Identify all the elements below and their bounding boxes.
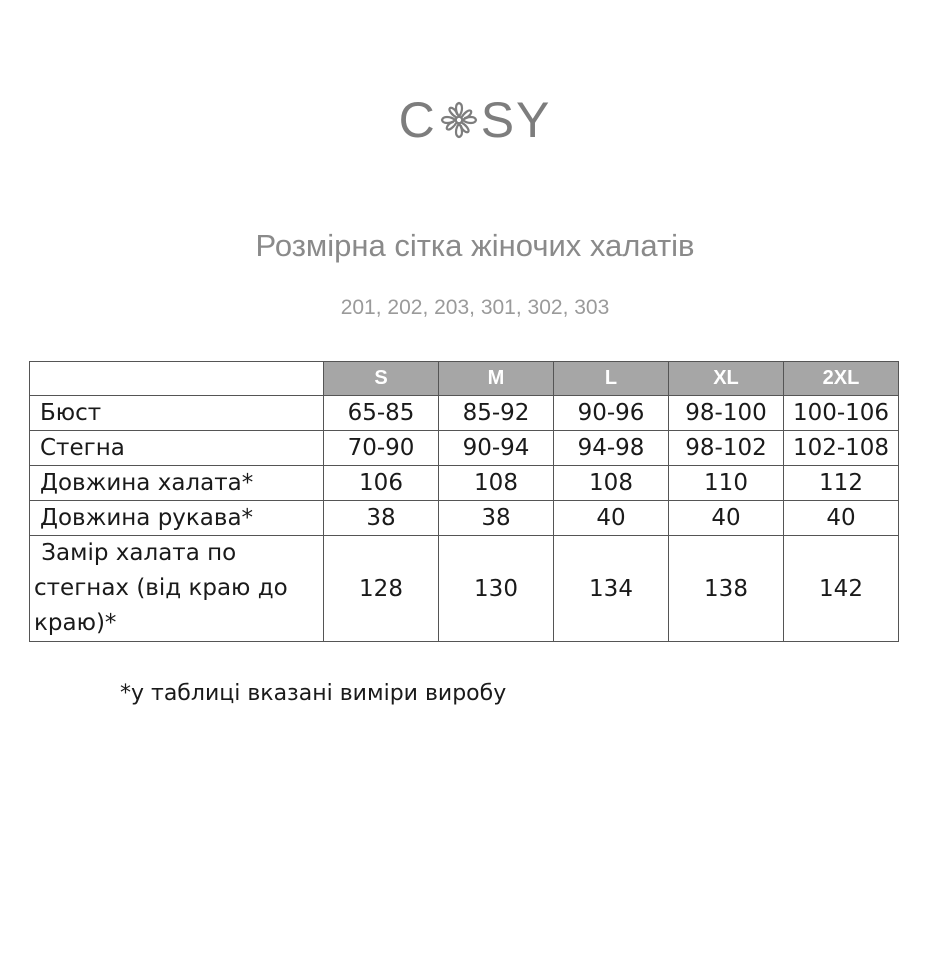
table-row-sleeve-length: [30, 501, 899, 536]
table-cell: 70-90: [324, 431, 439, 466]
size-header-2xl: 2XL: [784, 362, 899, 396]
row-label-hip-measure: [30, 536, 324, 642]
header-corner-cell: [30, 362, 324, 396]
table-row-hips: [30, 431, 899, 466]
table-cell: 98-102: [669, 431, 784, 466]
table-cell: 102-108: [784, 431, 899, 466]
table-cell: 110: [669, 466, 784, 501]
table-cell: 94-98: [554, 431, 669, 466]
logo-text-suffix: SY: [480, 92, 552, 148]
table-row-hip-measure: [30, 536, 899, 642]
table-cell: 138: [669, 536, 784, 642]
row-label-hips: Стегна: [30, 431, 324, 466]
row-label-robe-length: Довжина халата*: [30, 466, 324, 501]
table-cell: 108: [439, 466, 554, 501]
row-label-sleeve-length: Довжина рукава*: [30, 501, 324, 536]
table-cell: 65-85: [324, 396, 439, 431]
model-numbers: 201, 202, 203, 301, 302, 303: [340, 296, 610, 319]
table-cell: 98-100: [669, 396, 784, 431]
table-cell: 134: [554, 536, 669, 642]
size-header-row: [30, 362, 899, 396]
table-cell: 108: [554, 466, 669, 501]
logo-text-prefix: C: [398, 92, 437, 148]
size-header-m: M: [439, 362, 554, 396]
page-title: Розмірна сітка жіночих халатів: [255, 228, 695, 263]
row-label-line: стегнах (від краю до: [34, 575, 288, 601]
table-cell: 100-106: [784, 396, 899, 431]
table-cell: 40: [554, 501, 669, 536]
table-cell: 90-94: [439, 431, 554, 466]
table-cell: 112: [784, 466, 899, 501]
row-label-bust: Бюст: [30, 396, 324, 431]
size-table: [29, 361, 899, 642]
row-label-line: краю)*: [34, 610, 117, 636]
table-cell: 130: [439, 536, 554, 642]
table-cell: 128: [324, 536, 439, 642]
table-cell: 38: [324, 501, 439, 536]
size-header-s: S: [324, 362, 439, 396]
table-cell: 90-96: [554, 396, 669, 431]
table-cell: 40: [669, 501, 784, 536]
brand-logo: [0, 88, 950, 152]
size-header-xl: XL: [669, 362, 784, 396]
row-label-line: Замір халата по: [34, 540, 237, 566]
table-row-robe-length: [30, 466, 899, 501]
footnote: *у таблиці вказані виміри виробу: [120, 681, 507, 706]
table-cell: 38: [439, 501, 554, 536]
table-cell: 40: [784, 501, 899, 536]
table-cell: 85-92: [439, 396, 554, 431]
flower-icon: [438, 99, 480, 141]
table-cell: 142: [784, 536, 899, 642]
table-row-bust: [30, 396, 899, 431]
size-header-l: L: [554, 362, 669, 396]
table-cell: 106: [324, 466, 439, 501]
